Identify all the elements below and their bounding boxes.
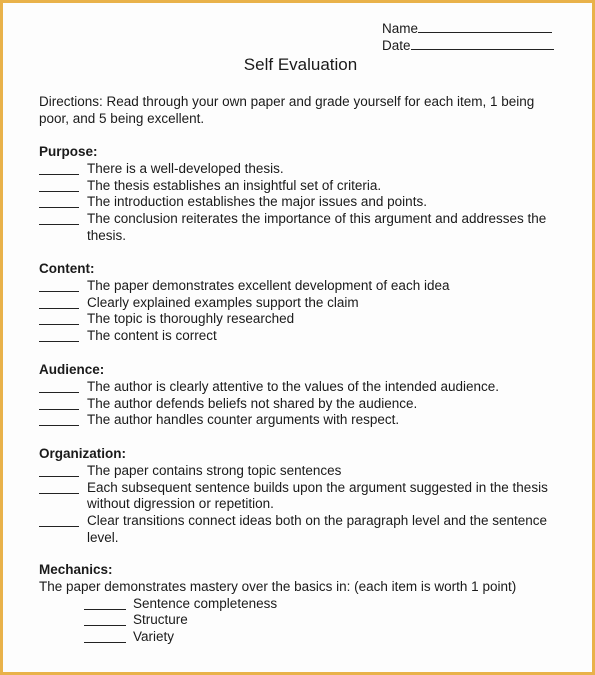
item-text: The paper contains strong topic sentences bbox=[87, 462, 342, 478]
rating-blank bbox=[84, 629, 126, 643]
rating-blank bbox=[39, 463, 79, 477]
rating-item bbox=[39, 629, 569, 646]
rating-blank bbox=[39, 278, 79, 292]
section-audience bbox=[39, 362, 569, 429]
rating-blank bbox=[39, 328, 79, 342]
section-heading: Organization: bbox=[39, 446, 126, 461]
page-title: Self Evaluation bbox=[243, 55, 358, 74]
item-text: The thesis establishes an insightful set of criteria. bbox=[87, 177, 382, 193]
item-text: The topic is thoroughly researched bbox=[87, 311, 295, 327]
rating-blank bbox=[84, 612, 126, 626]
section-mechanics bbox=[39, 562, 569, 646]
item-text: Clear transitions connect ideas both on the paragraph level and the sentence level. bbox=[87, 513, 548, 545]
rating-item bbox=[39, 612, 569, 629]
rating-item bbox=[39, 278, 569, 295]
item-text: Sentence completeness bbox=[133, 595, 278, 611]
date-blank bbox=[411, 37, 554, 50]
rating-blank bbox=[39, 379, 79, 393]
mechanics-intro: The paper demonstrates mastery over the basics in: (each item is worth 1 point) bbox=[39, 578, 517, 594]
item-text: The paper demonstrates excellent development of each idea bbox=[87, 277, 450, 293]
rating-blank bbox=[39, 513, 79, 527]
item-text: There is a well-developed thesis. bbox=[87, 160, 284, 176]
rating-item bbox=[39, 328, 569, 345]
rating-item bbox=[39, 396, 569, 413]
rating-item bbox=[39, 463, 569, 480]
header-fields bbox=[382, 20, 554, 54]
date-field bbox=[382, 37, 554, 54]
rating-blank bbox=[39, 295, 79, 309]
section-heading: Audience: bbox=[39, 362, 105, 377]
item-text: Clearly explained examples support the claim bbox=[87, 294, 359, 310]
rating-item bbox=[39, 379, 569, 396]
section-purpose bbox=[39, 144, 569, 245]
item-text: Variety bbox=[133, 629, 175, 645]
rating-blank bbox=[39, 194, 79, 208]
section-heading: Mechanics: bbox=[39, 562, 113, 577]
item-text: The author defends beliefs not shared by the audience. bbox=[87, 395, 418, 411]
directions-text: Directions: Read through your own paper and grade yourself for each item, 1 being poor, and 5 being excellent. bbox=[39, 94, 535, 126]
rating-blank bbox=[39, 311, 79, 325]
section-heading: Content: bbox=[39, 261, 95, 276]
name-field bbox=[382, 20, 554, 37]
rating-item bbox=[39, 161, 569, 178]
item-text: The conclusion reiterates the importance of this argument and addresses the thesis. bbox=[87, 211, 547, 243]
item-text: The content is correct bbox=[87, 328, 217, 344]
rating-item bbox=[39, 480, 569, 514]
rating-item bbox=[39, 295, 569, 312]
rating-blank bbox=[39, 178, 79, 192]
section-content bbox=[39, 261, 569, 345]
rating-blank bbox=[39, 161, 79, 175]
item-text: The introduction establishes the major issues and points. bbox=[87, 194, 427, 210]
item-text: Structure bbox=[133, 612, 188, 628]
rating-item bbox=[39, 412, 569, 429]
name-label: Name bbox=[382, 21, 419, 36]
rating-item bbox=[39, 513, 569, 547]
rating-item bbox=[39, 311, 569, 328]
rating-item bbox=[39, 178, 569, 195]
rating-blank bbox=[39, 211, 79, 225]
section-heading: Purpose: bbox=[39, 144, 98, 159]
rating-item bbox=[39, 596, 569, 613]
item-text: The author handles counter arguments with respect. bbox=[87, 412, 400, 428]
section-organization bbox=[39, 446, 569, 547]
rating-blank bbox=[39, 396, 79, 410]
item-text: Each subsequent sentence builds upon the argument suggested in the thesis without digression or repetition. bbox=[87, 479, 548, 512]
rating-item bbox=[39, 194, 569, 211]
rating-blank bbox=[39, 480, 79, 494]
name-blank bbox=[418, 20, 552, 33]
rating-item bbox=[39, 211, 569, 245]
item-text: The author is clearly attentive to the values of the intended audience. bbox=[87, 378, 500, 394]
rating-blank bbox=[84, 596, 126, 610]
rating-blank bbox=[39, 412, 79, 426]
date-label: Date bbox=[382, 38, 411, 53]
